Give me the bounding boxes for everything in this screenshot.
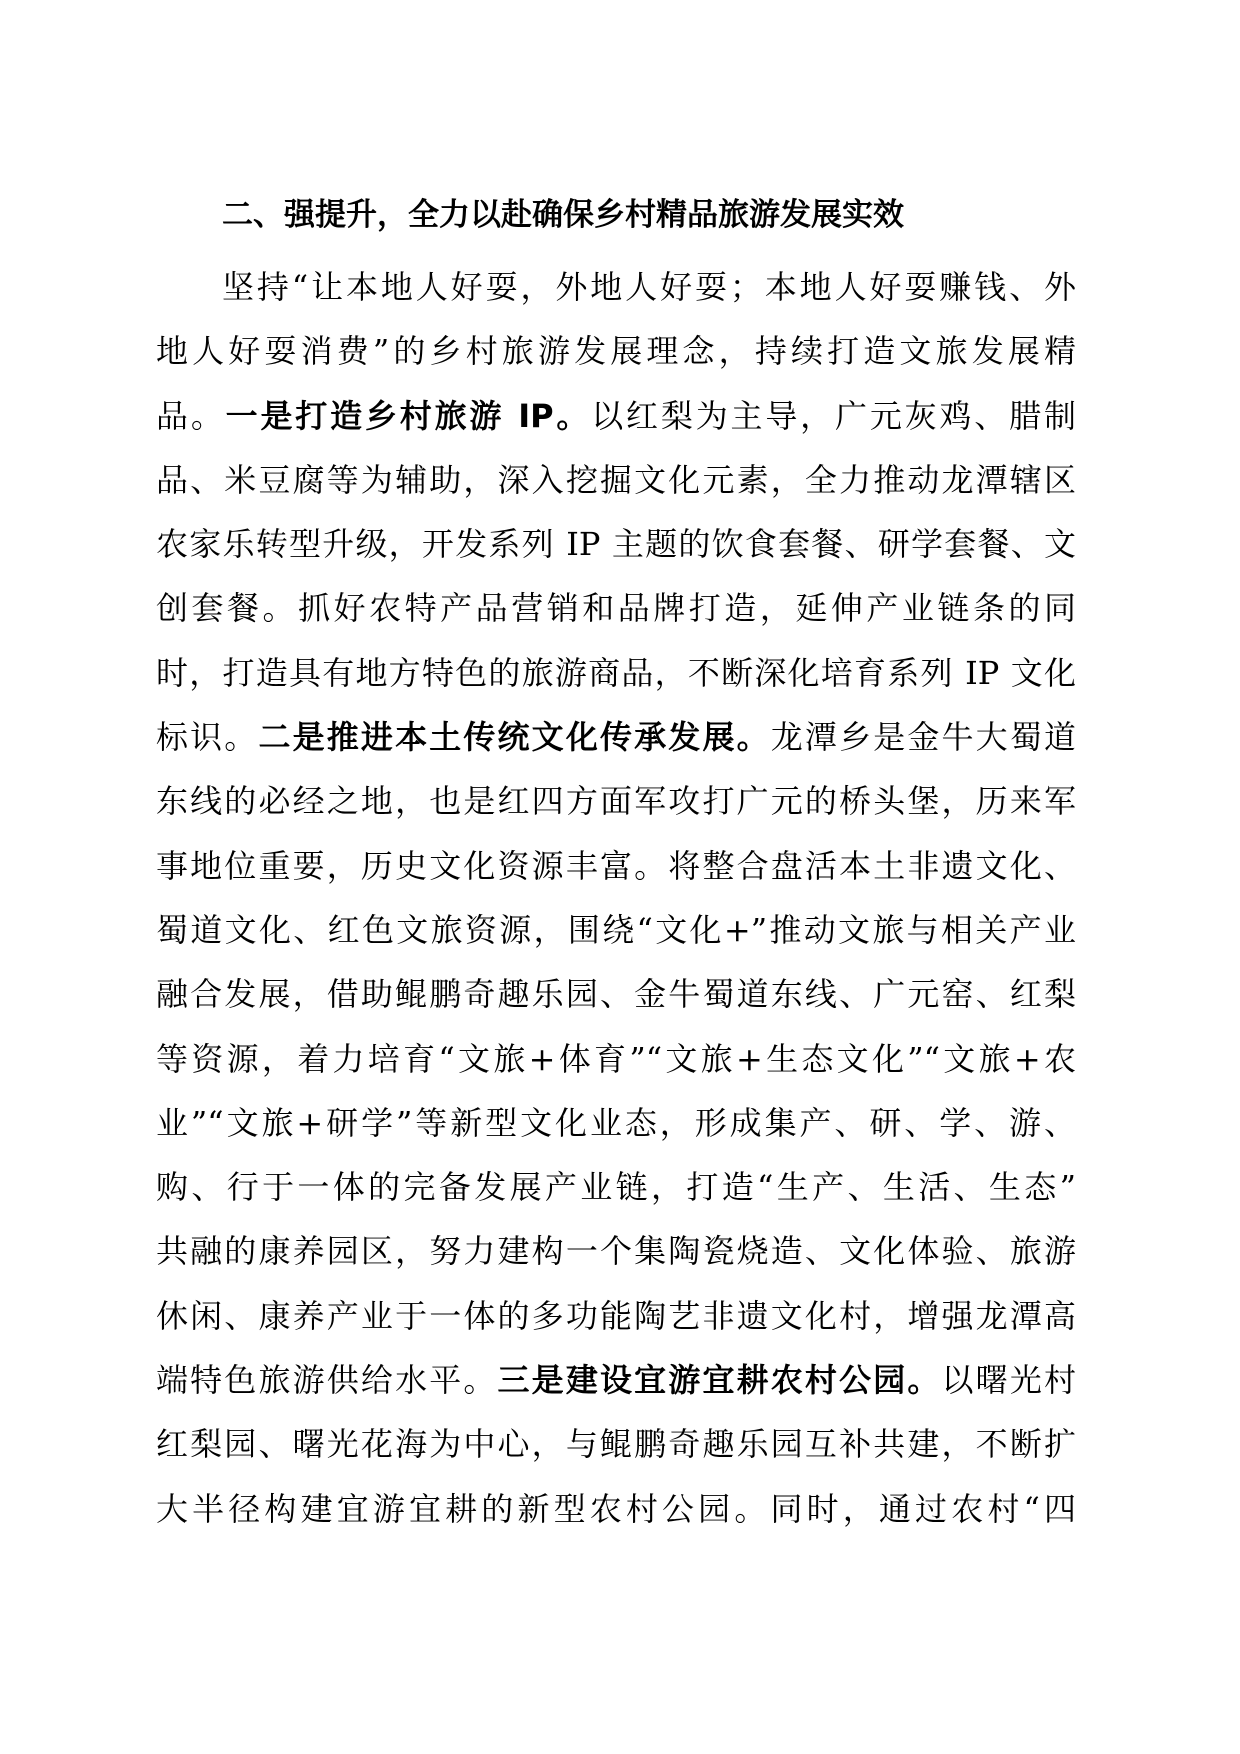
text-run: 红梨园、曙光花海为中心，与鲲鹏奇趣乐园互补共建，不断扩 <box>156 1425 1076 1464</box>
paragraph-line <box>156 1091 1076 1155</box>
section-heading: 二、强提升，全力以赴确保乡村精品旅游发展实效 <box>222 197 904 233</box>
text-run: 标识。 <box>156 718 259 757</box>
text-run: 坚持“让本地人好耍，外地人好耍；本地人好耍赚钱、外 <box>222 268 1076 306</box>
bold-lead-phrase: 二是推进本土传统文化传承发展。 <box>258 718 771 757</box>
paragraph-line <box>156 448 1076 512</box>
paragraph-line <box>156 576 1076 640</box>
text-run: 等资源，着力培育“文旅+体育”“文旅+生态文化”“文旅+农 <box>156 1039 1076 1078</box>
bold-lead-phrase: 一是打造乡村旅游 IP。 <box>225 396 592 435</box>
text-run: 大半径构建宜游宜耕的新型农村公园。同时，通过农村“四 <box>156 1489 1076 1528</box>
text-run: 端特色旅游供给水平。 <box>156 1361 498 1400</box>
paragraph-line <box>156 1284 1076 1348</box>
text-run: 以红梨为主导，广元灰鸡、腊制 <box>591 396 1076 435</box>
text-run: 共融的康养园区，努力建构一个集陶瓷烧造、文化体验、旅游 <box>156 1232 1076 1271</box>
paragraph-line <box>156 1219 1076 1283</box>
text-run: 业”“文旅+研学”等新型文化业态，形成集产、研、学、游、 <box>156 1103 1076 1142</box>
paragraph-line <box>156 512 1076 576</box>
paragraph-line <box>156 705 1076 769</box>
paragraph-line <box>156 255 1076 319</box>
paragraph-line <box>156 384 1076 448</box>
text-run: 创套餐。抓好农特产品营销和品牌打造，延伸产业链条的同 <box>156 589 1076 628</box>
body-paragraph <box>156 255 1076 1541</box>
text-run: 休闲、康养产业于一体的多功能陶艺非遗文化村，增强龙潭高 <box>156 1296 1076 1335</box>
paragraph-line <box>156 962 1076 1026</box>
text-run: 农家乐转型升级，开发系列 IP 主题的饮食套餐、研学套餐、文 <box>156 525 1076 564</box>
text-run: 品、米豆腐等为辅助，深入挖掘文化元素，全力推动龙潭辖区 <box>156 460 1076 499</box>
paragraph-line <box>156 319 1076 383</box>
paragraph-line <box>156 1412 1076 1476</box>
text-run: 融合发展，借助鲲鹏奇趣乐园、金牛蜀道东线、广元窑、红梨 <box>156 975 1076 1014</box>
paragraph-line <box>156 898 1076 962</box>
paragraph-line <box>156 1027 1076 1091</box>
paragraph-line <box>156 834 1076 898</box>
text-run: 东线的必经之地，也是红四方面军攻打广元的桥头堡，历来军 <box>156 782 1076 821</box>
text-run: 以曙光村 <box>941 1361 1076 1400</box>
text-run: 事地位重要，历史文化资源丰富。将整合盘活本土非遗文化、 <box>156 846 1076 885</box>
paragraph-line <box>156 769 1076 833</box>
text-run: 时，打造具有地方特色的旅游商品，不断深化培育系列 IP 文化 <box>156 653 1076 692</box>
text-run: 购、行于一体的完备发展产业链，打造“生产、生活、生态” <box>156 1168 1076 1207</box>
bold-lead-phrase: 三是建设宜游宜耕农村公园。 <box>497 1361 942 1400</box>
text-run: 地人好耍消费”的乡村旅游发展理念，持续打造文旅发展精 <box>156 332 1076 371</box>
paragraph-line <box>156 641 1076 705</box>
text-run: 品。 <box>156 396 226 435</box>
paragraph-line <box>156 1155 1076 1219</box>
text-run: 蜀道文化、红色文旅资源，围绕“文化+”推动文旅与相关产业 <box>156 910 1076 949</box>
paragraph-line <box>156 1348 1076 1412</box>
text-run: 龙潭乡是金牛大蜀道 <box>770 718 1076 757</box>
paragraph-line <box>156 1477 1076 1541</box>
